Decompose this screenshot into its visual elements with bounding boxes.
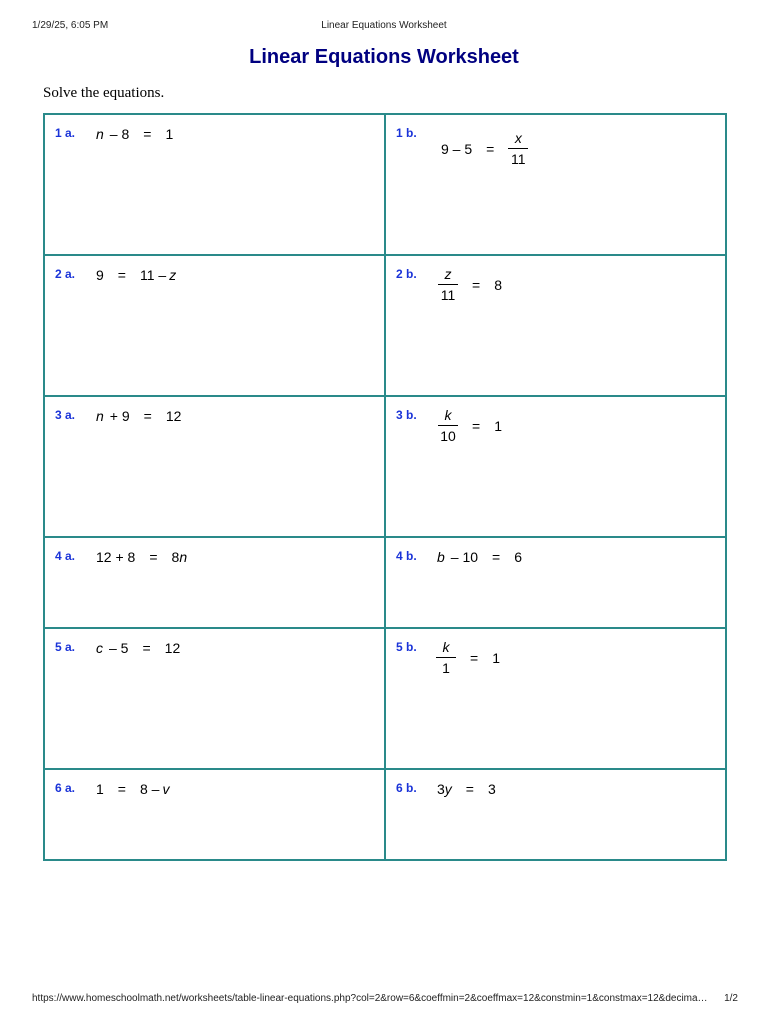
equation: 9 – 5 = $\frac{x}{11}$ (434, 130, 531, 167)
page-title: Linear Equations Worksheet (249, 46, 519, 68)
problem-label: 6 a. (55, 781, 76, 795)
equation: $\frac{z}{11}$ = 8 (434, 266, 505, 303)
problem-label: 4 a. (55, 549, 76, 563)
table-row (44, 537, 726, 628)
problem-cell-2b (385, 255, 726, 396)
problem-grid (43, 113, 727, 861)
page-number: 1/2 (724, 993, 738, 1004)
equation: 3y = 3 (437, 781, 496, 798)
problem-cell-1b (385, 114, 726, 255)
problem-cell-3a (44, 396, 385, 537)
table-row (44, 396, 726, 537)
problem-label: 5 b. (396, 640, 417, 654)
table-row (44, 769, 726, 860)
equation: c – 5 = 12 (96, 640, 181, 657)
equation: 9 = 11 – z (96, 267, 177, 284)
problem-label: 2 a. (55, 267, 76, 281)
equation: $\frac{k}{10}$ = 1 (434, 407, 505, 444)
equation: b – 10 = 6 (437, 549, 523, 566)
equation: n + 9 = 12 (96, 408, 182, 425)
problem-label: 1 a. (55, 126, 76, 140)
problem-label: 1 b. (396, 126, 417, 140)
problem-cell-2a (44, 255, 385, 396)
problem-cell-3b (385, 396, 726, 537)
table-row (44, 255, 726, 396)
print-date: 1/29/25, 6:05 PM (32, 20, 109, 31)
problem-cell-6b (385, 769, 726, 860)
problem-cell-5b (385, 628, 726, 769)
problem-cell-4a (44, 537, 385, 628)
problem-label: 3 a. (55, 408, 76, 422)
problem-label: 2 b. (396, 267, 417, 281)
equation: $\frac{k}{1}$ = 1 (434, 639, 503, 676)
equation: 1 = 8 – v (96, 781, 170, 798)
equation: 12 + 8 = 8n (96, 549, 188, 566)
table-row (44, 628, 726, 769)
problem-label: 3 b. (396, 408, 417, 422)
problem-label: 4 b. (396, 549, 417, 563)
table-row (44, 114, 726, 255)
print-header-title: Linear Equations Worksheet (321, 20, 447, 31)
problem-label: 6 b. (396, 781, 417, 795)
equation: n – 8 = 1 (96, 126, 174, 143)
instructions: Solve the equations. (43, 85, 165, 101)
problem-cell-1a (44, 114, 385, 255)
print-footer-url: https://www.homeschoolmath.net/worksheets/table-linear-equations.php?col=2&row=6&coeffmin=2&coeffmax=12&constmin=1&constmax=12&decima… (32, 993, 708, 1004)
problem-label: 5 a. (55, 640, 76, 654)
problem-cell-4b (385, 537, 726, 628)
problem-cell-6a (44, 769, 385, 860)
problem-cell-5a (44, 628, 385, 769)
